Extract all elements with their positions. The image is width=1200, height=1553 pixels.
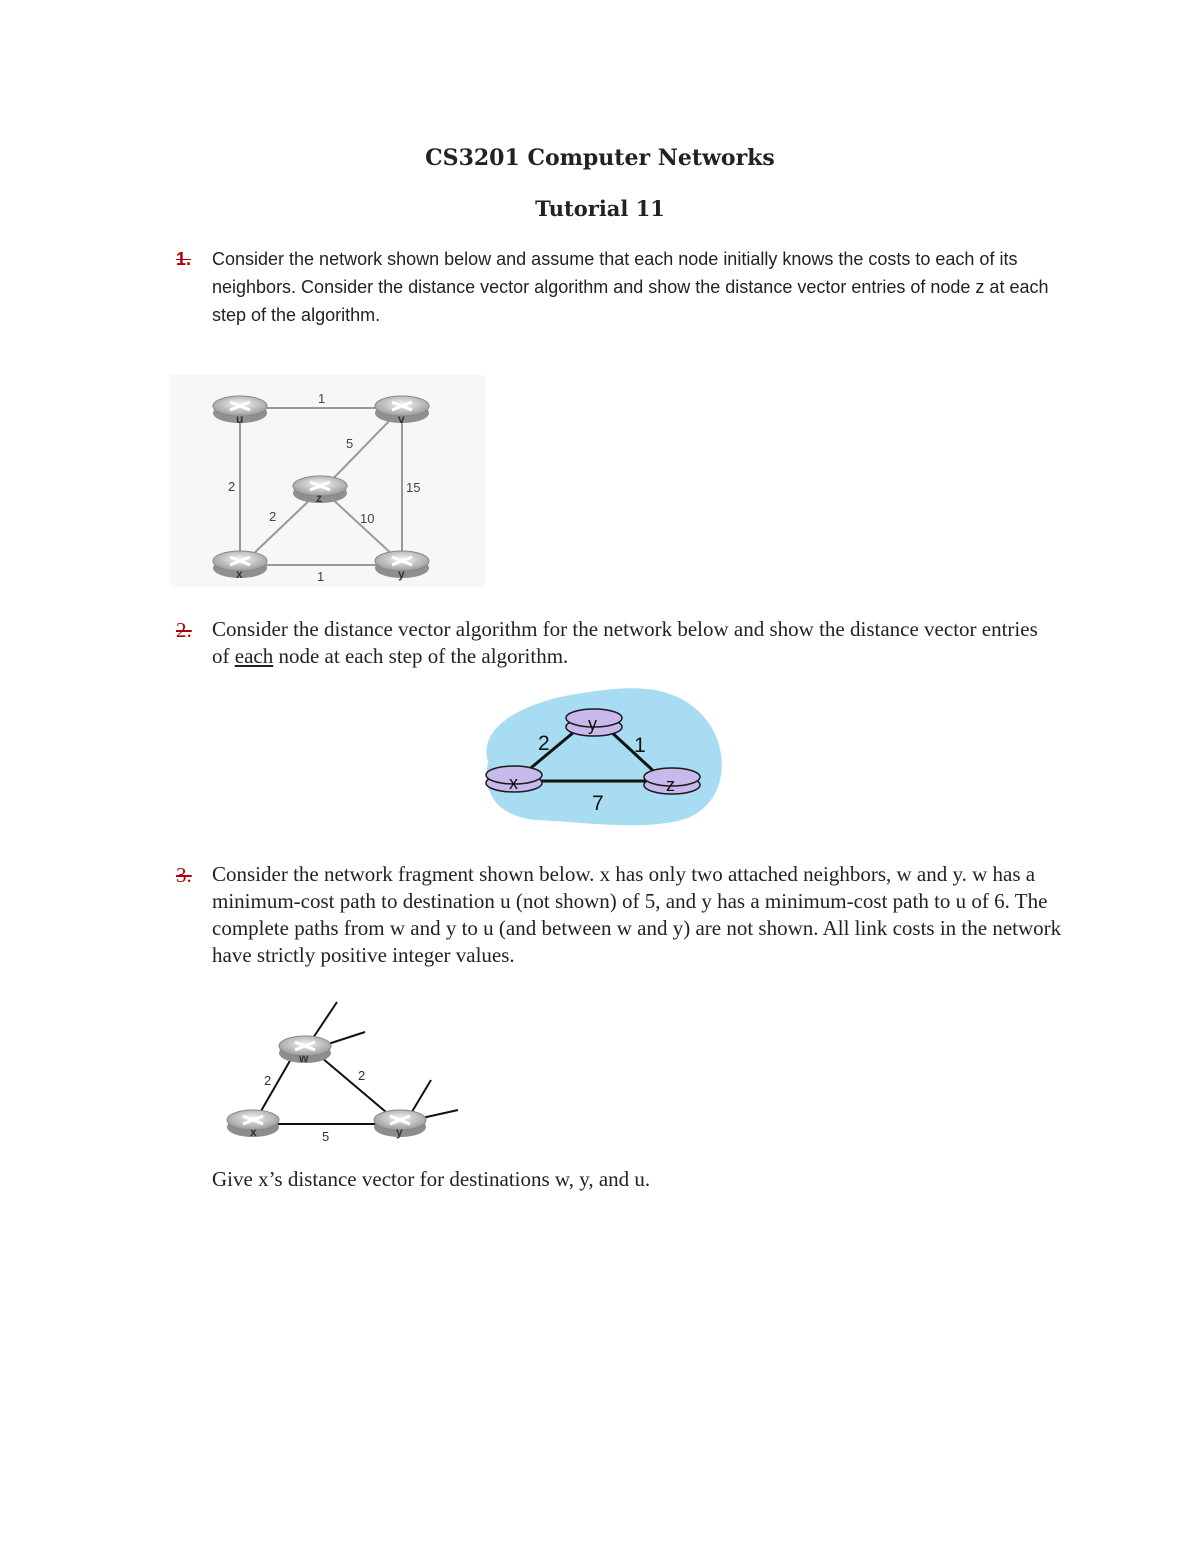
question-2-number: 2. [176,618,192,642]
question-1-text: Consider the network shown below and assume that each node initially knows the costs to each of its neighbors. Consider the distance vector algorithm and show the distance vector entries of node z at each step of the algorithm. [212,249,1049,325]
question-3-number: 3. [176,863,192,887]
cost-u-v: 1 [318,391,326,406]
figure-q1-network [170,375,490,590]
cost-x-z-q2: 7 [592,792,604,815]
router-u-label: u [236,412,244,426]
cost-z-y: 10 [360,511,375,526]
stub-w-2 [325,1032,365,1045]
router-x-q2-label: x [509,773,518,793]
question-2-emphasis: each [234,644,274,668]
question-2-text [212,616,1042,670]
link-w-x [257,1052,295,1118]
cost-v-y: 15 [406,480,421,495]
router-y-q2-label: y [588,714,597,734]
cost-x-y: 1 [317,569,325,584]
router-y-q3 [374,1110,426,1139]
question-3-text: Consider the network fragment shown below. x has only two attached neighbors, w and y. w has a minimum-cost path to destination u (not shown) of 5, and y has a minimum-cost path to u of 6. The complete paths from w and y to u (and between w and y) are not shown. All link costs in the network have strictly positive integer values. [212,862,1062,967]
router-w-q3-label: w [299,1051,309,1065]
figure-q3-network [215,990,475,1145]
router-x-q2 [486,766,542,793]
router-z-label: z [316,491,322,505]
router-z-q2 [644,768,700,795]
cost-x-y-q2: 2 [538,732,550,755]
router-x-q3-label: x [250,1125,257,1139]
stub-y-2 [422,1110,458,1118]
question-1-number: 1. [176,249,192,269]
router-y-label: y [398,567,405,581]
stub-w-1 [313,1002,337,1038]
router-y-q2 [566,709,622,736]
figure-q2-network [476,682,726,827]
document-title: CS3201 Computer Networks [425,145,775,171]
tutorial-number: Tutorial 11 [535,196,665,221]
question-2-text-part1: Consider the distance vector algorithm for the network below and show the distance vector entries of [212,617,1038,668]
cost-z-x: 2 [269,509,277,524]
link-w-y [315,1052,393,1118]
router-v-label: v [398,412,405,426]
router-w-q3 [279,1036,331,1065]
cost-y-z-q2: 1 [634,734,646,757]
cost-x-y-q3: 5 [322,1129,330,1144]
cost-u-x: 2 [228,479,236,494]
cost-z-v: 5 [346,436,354,451]
question-3-ask: Give x’s distance vector for destinations w, y, and u. [212,1167,651,1191]
router-z-q2-label: z [666,775,675,795]
cost-w-x: 2 [264,1073,272,1088]
router-x-label: x [236,567,243,581]
cost-w-y: 2 [358,1068,366,1083]
question-2-text-part2: node at each step of the algorithm. [273,644,569,668]
stub-y-1 [410,1080,431,1115]
router-x-q3 [227,1110,279,1139]
router-y-q3-label: y [396,1125,403,1139]
